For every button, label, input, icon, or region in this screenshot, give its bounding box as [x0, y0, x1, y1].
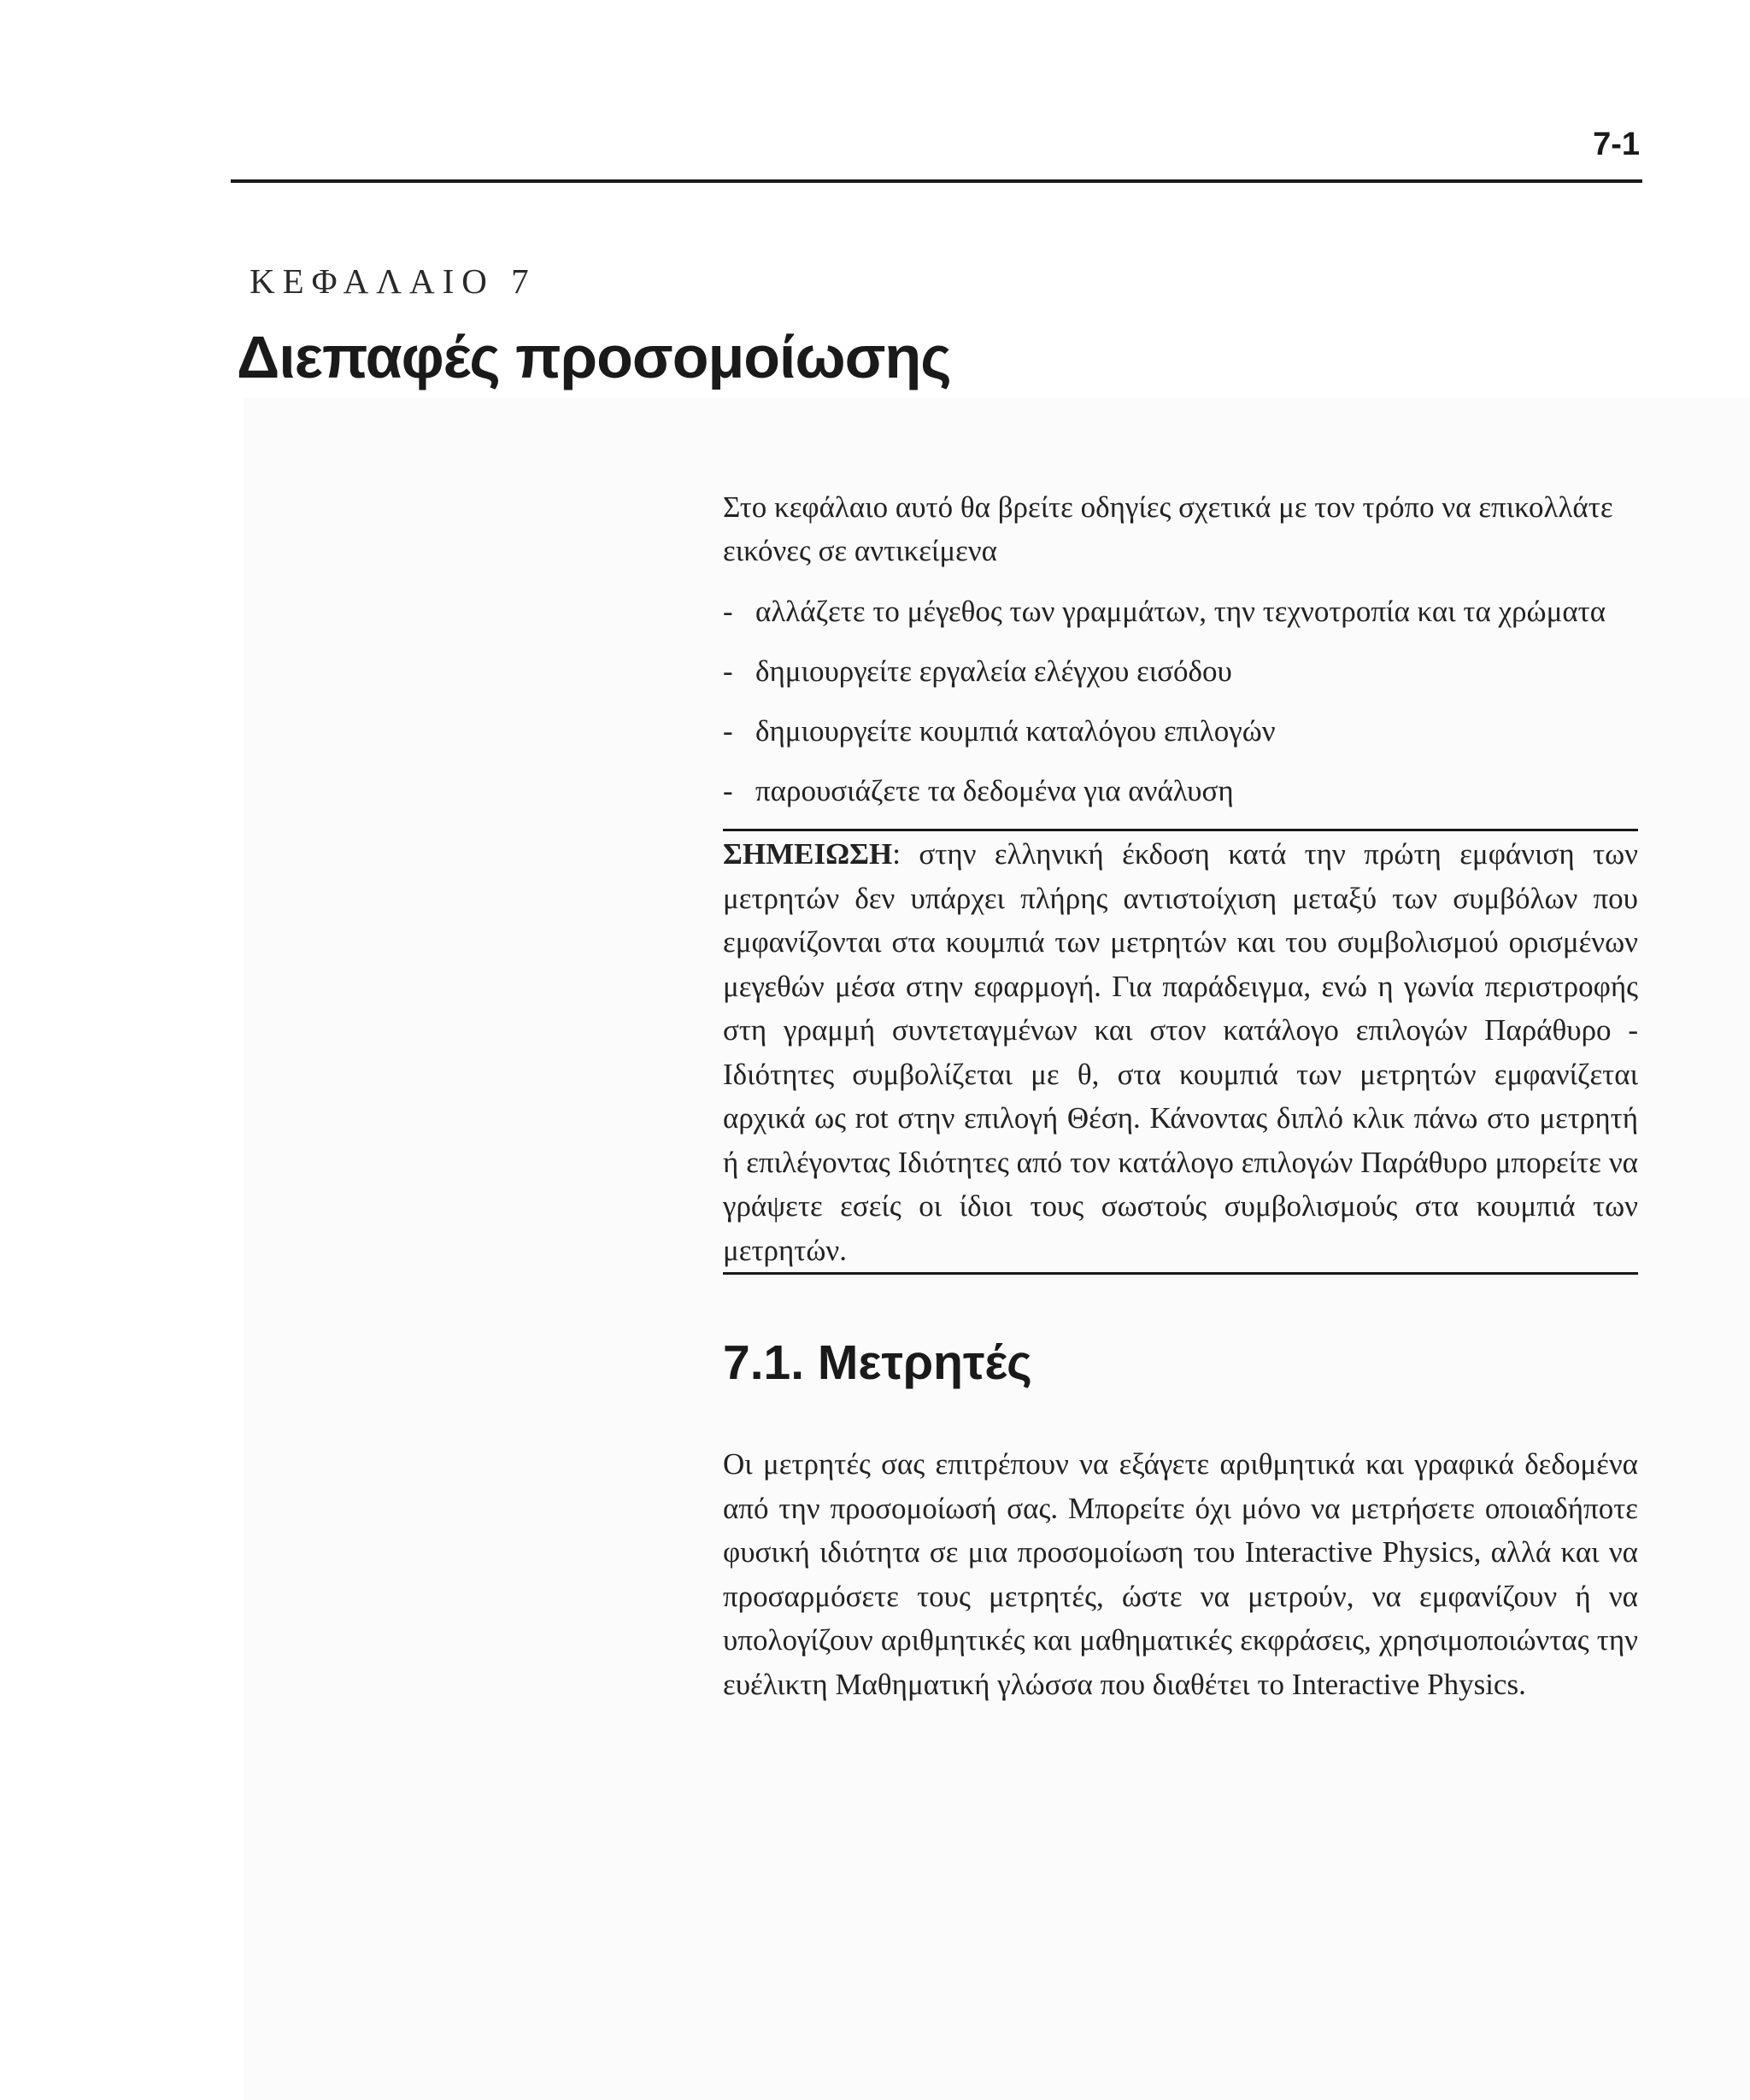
list-item: [723, 769, 1638, 812]
bullet-marker: -: [723, 654, 733, 688]
main-content: [723, 485, 1638, 1706]
note-text: : στην ελληνική έκδοση κατά την πρώτη εμφάνιση των μετρητών δεν υπάρχει πλήρης αντιστοίχιση μεταξύ των συμβόλων που εμφανίζονται στα κουμπιά των μετρητών και του συμβολισμού ορισμένων μεγεθών μέσα στην εφαρμογή. Για παράδειγμα, ενώ η γωνία περιστροφής στη γραμμή συντεταγμένων και στον κατάλογο επιλογών Παράθυρο - Ιδιότητες συμβολίζεται με θ, στα κουμπιά των μετρητών εμφανίζεται αρχικά ως rot στην επιλογή Θέση. Κάνοντας διπλό κλικ πάνω στο μετρητή ή επιλέγοντας Ιδιότητες από τον κατάλογο επιλογών Παράθυρο μπορείτε να γράψετε εσείς οι ίδιοι τους σωστούς συμβολισμούς στα κουμπιά των μετρητών.: [723, 837, 1638, 1267]
chapter-title: Διεπαφές προσομοίωσης: [237, 324, 951, 390]
bullet-list: [723, 590, 1638, 812]
list-item: [723, 590, 1638, 633]
list-item-text: δημιουργείτε κουμπιά καταλόγου επιλογών: [755, 714, 1276, 748]
section-paragraph: Οι μετρητές σας επιτρέπουν να εξάγετε αριθμητικά και γραφικά δεδομένα από την προσομοίωσή σας. Μπορείτε όχι μόνο να μετρήσετε οποιαδήποτε φυσική ιδιότητα σε μια προσομοίωση του Interactive Physics, αλλά και να προσαρμόσετε τους μετρητές, ώστε να μετρούν, να εμφανίζουν ή να υπολογίζουν αριθμητικές και μαθηματικές εκφράσεις, χρησιμοποιώντας την ευέλικτη Μαθηματική γλώσσα που διαθέτει το Interactive Physics.: [723, 1447, 1638, 1701]
list-item-text: παρουσιάζετε τα δεδομένα για ανάλυση: [755, 774, 1234, 807]
list-item-text: αλλάζετε το μέγεθος των γραμμάτων, την τεχνοτροπία και τα χρώματα: [755, 595, 1606, 628]
intro-paragraph: Στο κεφάλαιο αυτό θα βρείτε οδηγίες σχετικά με τον τρόπο να επικολλάτε εικόνες σε αντικείμενα: [723, 490, 1613, 567]
list-item: [723, 649, 1638, 693]
bullet-marker: -: [723, 595, 733, 628]
list-item-text: δημιουργείτε εργαλεία ελέγχου εισόδου: [755, 654, 1232, 688]
header-rule: [231, 179, 1642, 183]
bullet-marker: -: [723, 774, 733, 807]
section-title: 7.1. Μετρητές: [723, 1335, 1032, 1390]
note-box: [723, 829, 1638, 1275]
chapter-label: ΚΕΦΑΛΑΙΟ 7: [250, 261, 537, 301]
note-label: ΣΗΜΕΙΩΣΗ: [723, 837, 893, 871]
list-item: [723, 709, 1638, 753]
page-number: 7-1: [1593, 126, 1640, 162]
bullet-marker: -: [723, 714, 733, 748]
